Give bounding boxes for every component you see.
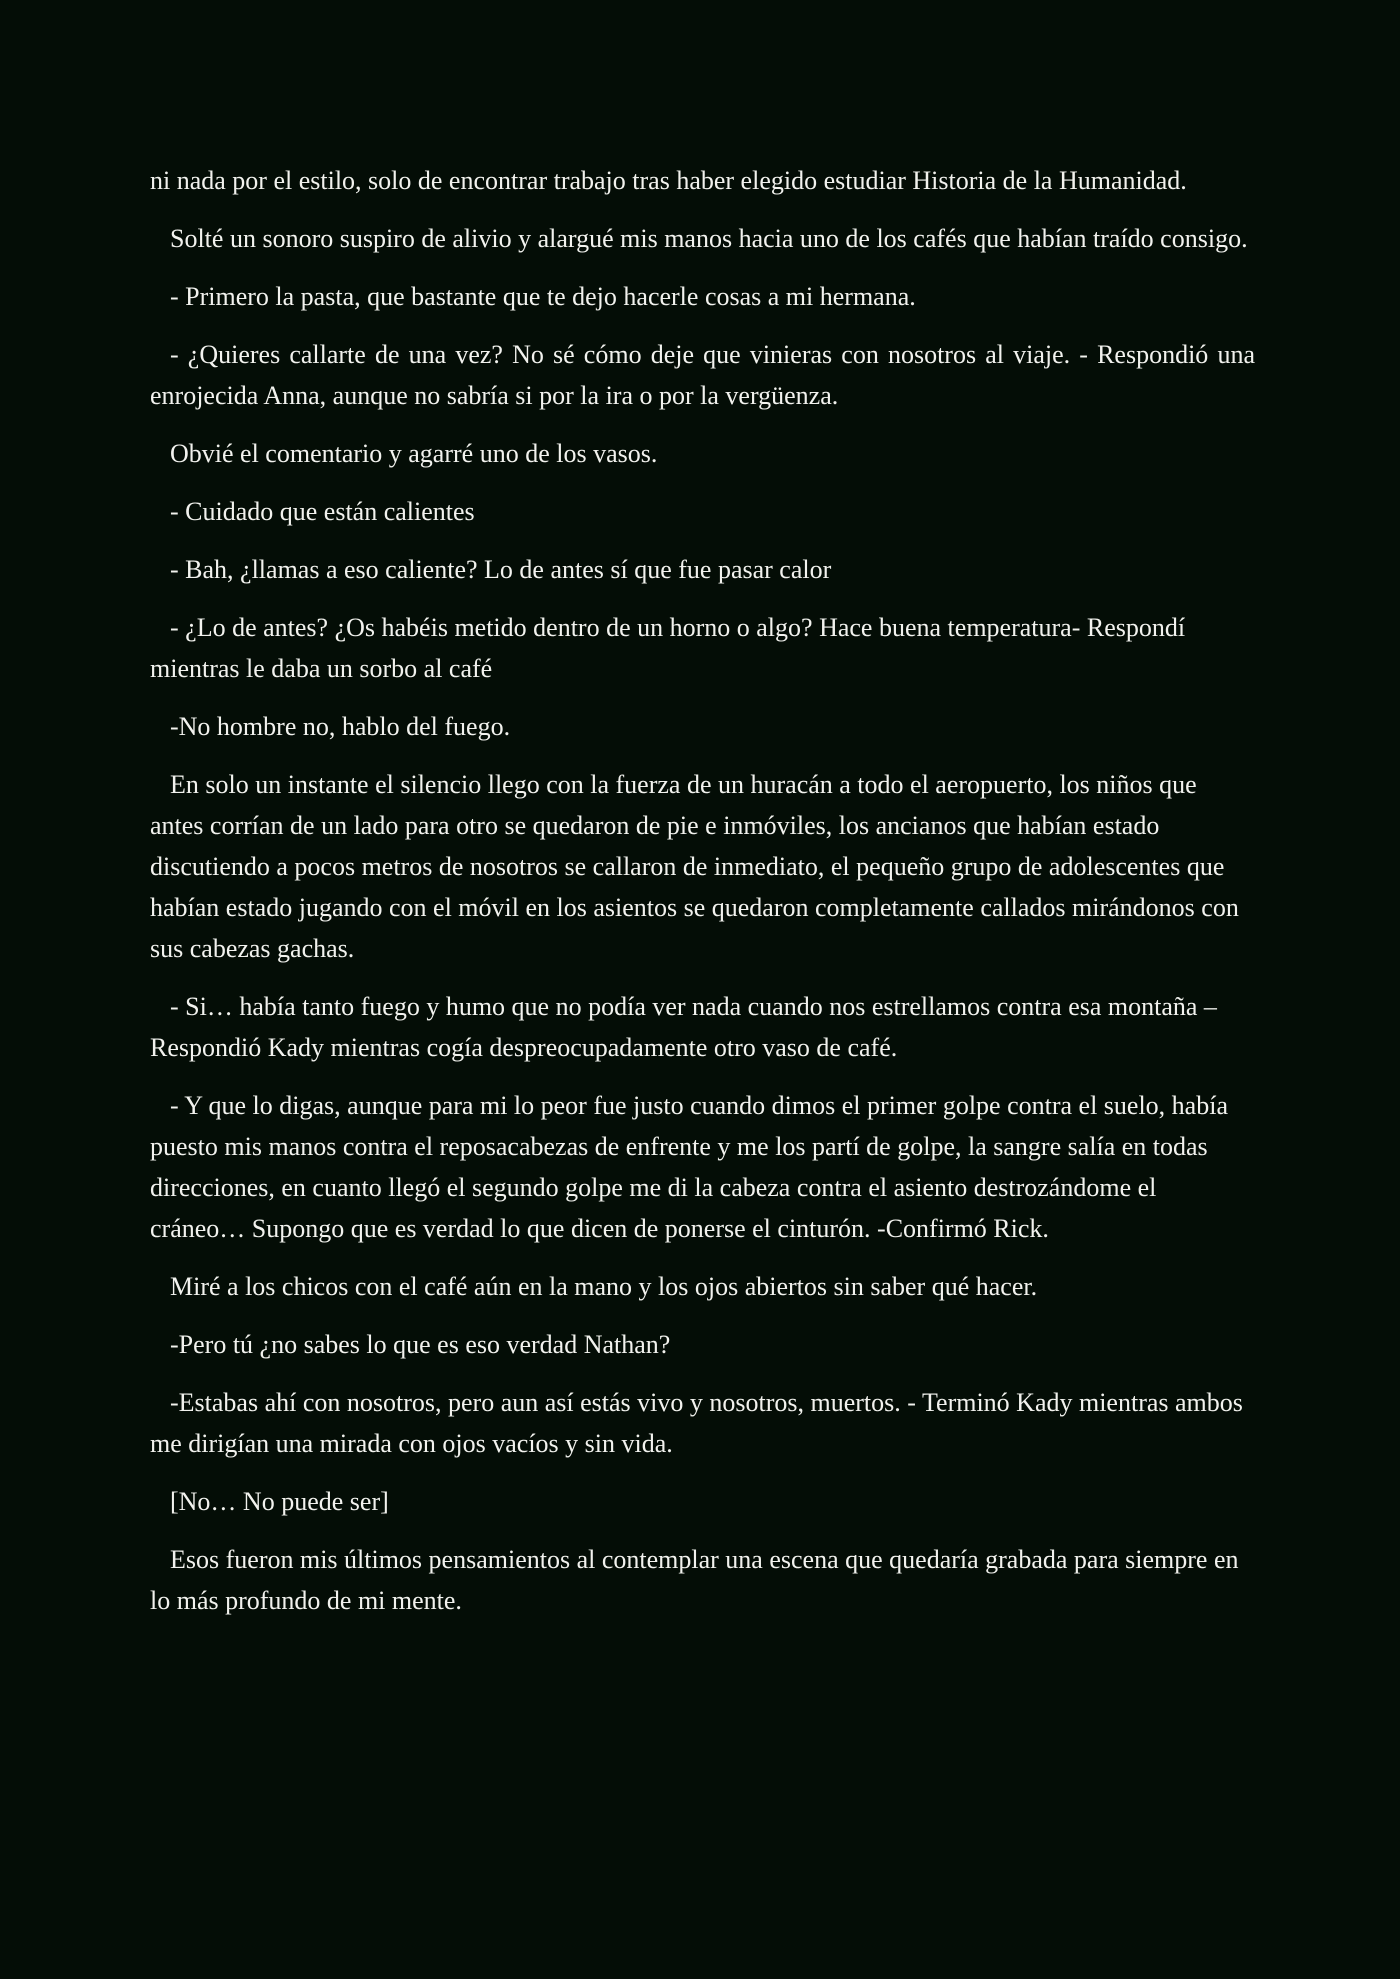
paragraph-13: Miré a los chicos con el café aún en la mano y los ojos abiertos sin saber qué hacer.	[170, 1272, 1038, 1301]
paragraph-16: [No… No puede ser]	[170, 1487, 389, 1516]
paragraph-12: - Y que lo digas, aunque para mi lo peor fue justo cuando dimos el primer golpe contra el suelo, había puesto mis manos contra el reposacabezas de enfrente y me los partí de golpe, la sangre salía en todas direcciones, en cuanto llegó el segundo golpe me di la cabeza contra el asiento destrozándome el cráneo… Supongo que es verdad lo que dicen de ponerse el cinturón. -Confirmó Rick.	[150, 1091, 1228, 1243]
paragraph-7: - Bah, ¿llamas a eso caliente? Lo de antes sí que fue pasar calor	[170, 555, 832, 584]
book-page	[150, 160, 1255, 1638]
paragraph-17: Esos fueron mis últimos pensamientos al contemplar una escena que quedaría grabada para siempre en lo más profundo de mi mente.	[150, 1545, 1239, 1615]
paragraph-1: ni nada por el estilo, solo de encontrar trabajo tras haber elegido estudiar Historia de la Humanidad.	[150, 166, 1187, 195]
paragraph-6: - Cuidado que están calientes	[170, 497, 475, 526]
paragraph-9: -No hombre no, hablo del fuego.	[170, 712, 511, 741]
paragraph-11: - Si… había tanto fuego y humo que no podía ver nada cuando nos estrellamos contra esa montaña – Respondió Kady mientras cogía despreocupadamente otro vaso de café.	[150, 992, 1217, 1062]
paragraph-2: Solté un sonoro suspiro de alivio y alargué mis manos hacia uno de los cafés que habían traído consigo.	[170, 224, 1248, 253]
paragraph-8: - ¿Lo de antes? ¿Os habéis metido dentro de un horno o algo? Hace buena temperatura- Respondí mientras le daba un sorbo al café	[150, 613, 1186, 683]
paragraph-5: Obvié el comentario y agarré uno de los vasos.	[170, 439, 658, 468]
paragraph-14: -Pero tú ¿no sabes lo que es eso verdad Nathan?	[170, 1330, 671, 1359]
paragraph-10: En solo un instante el silencio llego con la fuerza de un huracán a todo el aeropuerto, los niños que antes corrían de un lado para otro se quedaron de pie e inmóviles, los ancianos que habían estado discutiendo a pocos metros de nosotros se callaron de inmediato, el pequeño grupo de adolescentes que habían estado jugando con el móvil en los asientos se quedaron completamente callados mirándonos con sus cabezas gachas.	[150, 770, 1239, 963]
paragraph-4: - ¿Quieres callarte de una vez? No sé cómo deje que vinieras con nosotros al viaje. - Respondió una enrojecida Anna, aunque no sabría si por la ira o por la vergüenza.	[150, 340, 1255, 410]
paragraph-3: - Primero la pasta, que bastante que te dejo hacerle cosas a mi hermana.	[170, 282, 916, 311]
paragraph-15: -Estabas ahí con nosotros, pero aun así estás vivo y nosotros, muertos. - Terminó Kady mientras ambos me dirigían una mirada con ojos vacíos y sin vida.	[150, 1388, 1243, 1458]
